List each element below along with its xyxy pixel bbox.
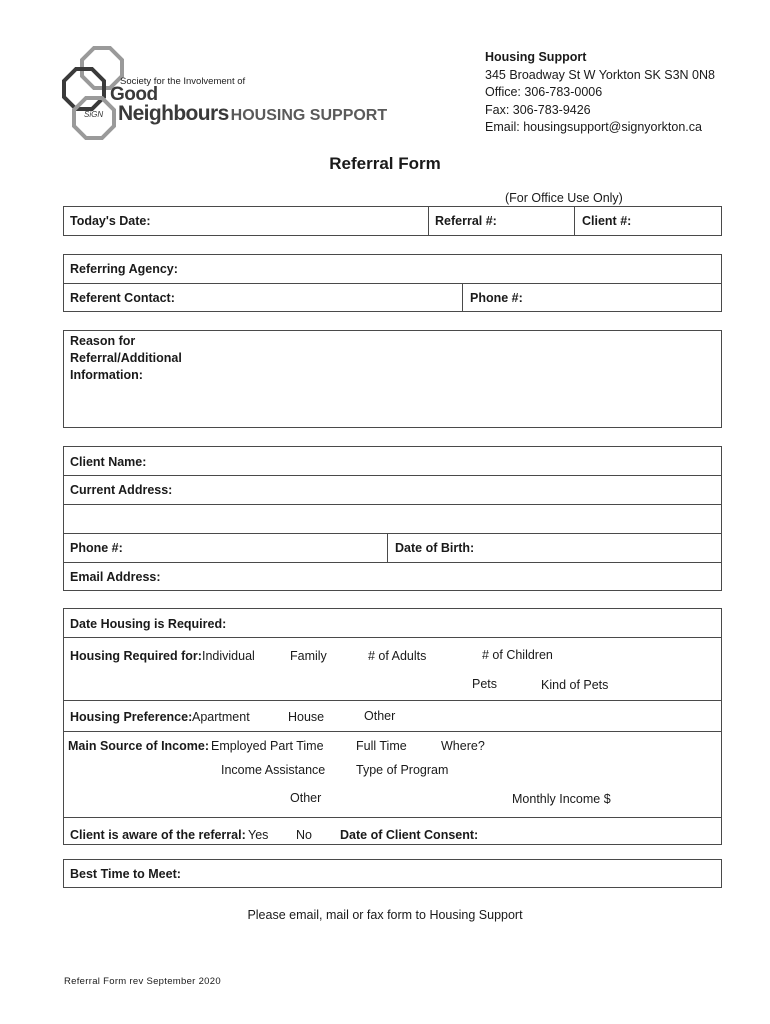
current-address-line2-field[interactable]	[70, 507, 719, 533]
client-no-label: Client #:	[582, 214, 632, 228]
referent-contact-label: Referent Contact:	[70, 291, 175, 305]
current-address-field[interactable]	[175, 478, 719, 504]
type-of-program-label[interactable]: Type of Program	[356, 763, 449, 777]
children-count-label[interactable]: # of Children	[482, 648, 553, 662]
option-individual[interactable]: Individual	[202, 649, 255, 663]
housing-preference-label: Housing Preference:	[70, 710, 193, 724]
office-use-label: (For Office Use Only)	[505, 191, 623, 205]
client-consent-date-label: Date of Client Consent:	[340, 828, 479, 842]
email-address-label: Email Address:	[70, 570, 161, 584]
reason-label-3: Information:	[70, 368, 143, 382]
todays-date-label: Today's Date:	[70, 214, 151, 228]
todays-date-field[interactable]	[160, 209, 426, 235]
logo-society-line: Society for the Involvement of	[120, 76, 246, 87]
option-family[interactable]: Family	[290, 649, 327, 663]
referring-agency-field[interactable]	[180, 257, 719, 283]
email-address-field[interactable]	[165, 565, 719, 591]
agency-phone-label: Phone #:	[470, 291, 523, 305]
reason-field[interactable]	[190, 334, 719, 428]
option-house[interactable]: House	[288, 710, 325, 724]
date-of-birth-field[interactable]	[480, 536, 720, 562]
agency-phone-field[interactable]	[525, 286, 721, 312]
client-aware-label: Client is aware of the referral:	[70, 828, 246, 842]
logo-badge: SiGN	[84, 110, 104, 119]
form-title: Referral Form	[329, 154, 441, 173]
date-of-birth-label: Date of Birth:	[395, 541, 475, 555]
referral-no-field[interactable]	[505, 209, 575, 235]
where-label[interactable]: Where?	[441, 739, 485, 753]
client-name-field[interactable]	[155, 449, 719, 475]
logo	[60, 44, 400, 140]
housing-section	[63, 608, 722, 845]
option-income-assistance[interactable]: Income Assistance	[221, 763, 326, 777]
income-source-label: Main Source of Income:	[68, 739, 209, 753]
referring-agency-label: Referring Agency:	[70, 262, 178, 276]
option-employed-part-time[interactable]: Employed Part Time	[211, 739, 324, 753]
client-phone-label: Phone #:	[70, 541, 123, 555]
logo-neighbours: Neighbours	[118, 102, 229, 125]
option-other-housing[interactable]: Other	[364, 709, 396, 723]
current-address-label: Current Address:	[70, 483, 173, 497]
option-pets[interactable]: Pets	[472, 677, 498, 691]
referent-contact-field[interactable]	[180, 286, 462, 312]
option-full-time[interactable]: Full Time	[356, 739, 407, 753]
referral-no-label: Referral #:	[435, 214, 497, 228]
contact-fax: Fax: 306-783-9426	[485, 102, 591, 117]
contact-block	[485, 49, 715, 137]
date-housing-required-field[interactable]	[225, 611, 719, 637]
option-other-income[interactable]: Other	[290, 791, 322, 805]
contact-email: Email: housingsupport@signyorkton.ca	[485, 120, 702, 134]
reason-label-1: Reason for	[70, 334, 136, 348]
option-aware-no[interactable]: No	[296, 828, 312, 842]
logo-good: Good	[110, 84, 158, 105]
client-consent-date-field[interactable]	[480, 821, 719, 845]
kind-of-pets-label[interactable]: Kind of Pets	[541, 678, 609, 692]
contact-title: Housing Support	[485, 50, 587, 64]
option-apartment[interactable]: Apartment	[192, 710, 250, 724]
contact-office: Office: 306-783-0006	[485, 85, 603, 99]
client-phone-field[interactable]	[130, 536, 386, 562]
contact-address: 345 Broadway St W Yorkton SK S3N 0N8	[485, 67, 715, 82]
option-aware-yes[interactable]: Yes	[248, 828, 269, 842]
best-time-field[interactable]	[190, 862, 719, 888]
date-housing-required-label: Date Housing is Required:	[70, 617, 227, 631]
client-name-label: Client Name:	[70, 455, 147, 469]
adults-count-label[interactable]: # of Adults	[368, 649, 427, 663]
best-time-label: Best Time to Meet:	[70, 867, 181, 881]
reason-label-2: Referral/Additional	[70, 351, 182, 365]
monthly-income-label[interactable]: Monthly Income $	[512, 792, 611, 806]
client-no-field[interactable]	[640, 209, 722, 235]
footer-note: Please email, mail or fax form to Housing Support	[247, 908, 523, 922]
revision-note: Referral Form rev September 2020	[64, 976, 221, 987]
logo-housing-support: HOUSING SUPPORT	[230, 107, 388, 124]
housing-required-for-label: Housing Required for:	[70, 649, 202, 663]
